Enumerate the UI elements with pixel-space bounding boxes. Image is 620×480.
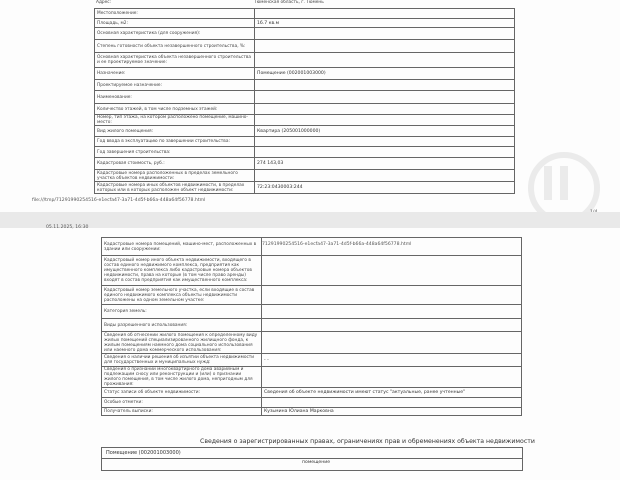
row-value bbox=[262, 388, 522, 398]
row-value bbox=[255, 147, 515, 158]
table-row bbox=[95, 158, 515, 170]
row-value bbox=[262, 367, 522, 388]
row-value bbox=[255, 104, 515, 115]
row-value-text: Кузьмина Юлиана Марковна bbox=[264, 409, 334, 414]
table-row bbox=[102, 398, 522, 408]
table-row bbox=[102, 286, 522, 305]
table-row bbox=[95, 91, 515, 104]
row-value bbox=[255, 9, 515, 19]
object-characteristics-table-1 bbox=[94, 8, 515, 194]
row-value-text: Квартира (205001000000) bbox=[257, 128, 321, 134]
table-row bbox=[102, 319, 522, 332]
document-page-1 bbox=[0, 0, 620, 212]
row-label: Кадастровый номер земельного участка, если входящие в состав единого недвижимого комплекса объекты недвижимости расположены на одном земельном участке: bbox=[102, 286, 262, 305]
table-row bbox=[95, 115, 515, 126]
table-row bbox=[102, 367, 522, 388]
row-label: Основная характеристика (для сооружения): bbox=[95, 28, 255, 40]
row-label: Год ввода в эксплуатацию по завершении строительства: bbox=[95, 137, 255, 147]
row-value bbox=[262, 286, 522, 305]
row-label: Местоположение: bbox=[95, 9, 255, 19]
row-label: Вид жилого помещения: bbox=[95, 126, 255, 137]
table-row bbox=[95, 40, 515, 53]
row-label: Количество этажей, в том числе подземных этажей: bbox=[95, 104, 255, 115]
row-value bbox=[255, 80, 515, 91]
row-label: Кадастровый номер иного объекта недвижимости, входящего в состав единого недвижимого комплекса, предприятия как имущественного комплекса либо кадастровые номера объектов недвижимости, права на которые (в том числе право аренды) входят в состав предприятия как имущественного комплекса: bbox=[102, 256, 262, 286]
row-value-text: Сведения об объекте недвижимости имеют статус "актуальные, ранее учтенные" bbox=[264, 390, 466, 395]
table-row bbox=[102, 238, 522, 256]
row-value bbox=[262, 354, 522, 367]
table-row bbox=[102, 408, 522, 416]
rights-object-value: помещение bbox=[302, 460, 331, 465]
table-row bbox=[102, 256, 522, 286]
row-label: Степень готовности объекта незавершенного строительства, %: bbox=[95, 40, 255, 53]
row-value-text: 16.7 кв.м bbox=[257, 20, 280, 26]
footer-url: file:///tmp/71291990254516-e1ecfa47-3a71-4d5f-b66a-448a64f56778.html bbox=[32, 198, 206, 203]
header-url: 71291990254516-e1ecfa47-3a71-4d5f-b66a-448a64f56778.html bbox=[262, 242, 412, 247]
rights-table bbox=[101, 447, 523, 471]
row-label: Кадастровые номера расположенных в пределах земельного участка объектов недвижимости: bbox=[95, 170, 255, 182]
row-label: Виды разрешенного использования: bbox=[102, 319, 262, 332]
rights-divider bbox=[102, 458, 522, 459]
table-row bbox=[102, 305, 522, 319]
row-value bbox=[255, 28, 515, 40]
row-label: Получатель выписки: bbox=[102, 408, 262, 416]
row-value bbox=[262, 398, 522, 408]
table-row bbox=[95, 53, 515, 68]
table-row bbox=[102, 332, 522, 354]
table-row bbox=[95, 80, 515, 91]
table-row bbox=[95, 68, 515, 80]
row-label: Основная характеристика объекта незавершенного строительства и ее проектируемое значение: bbox=[95, 53, 255, 68]
row-value bbox=[262, 408, 522, 416]
row-label: Кадастровые номера помещений, машино-мест, расположенных в здании или сооружении: bbox=[102, 238, 262, 256]
row-label: Категория земель: bbox=[102, 305, 262, 319]
row-label: Проектируемое назначение: bbox=[95, 80, 255, 91]
row-value bbox=[262, 305, 522, 319]
row-value bbox=[255, 40, 515, 53]
row-value bbox=[255, 115, 515, 126]
print-date: 05.11.2025, 16:30 bbox=[46, 225, 89, 230]
row-value bbox=[255, 19, 515, 28]
row-value-text: Помещение (002001003000) bbox=[257, 71, 326, 76]
rights-object-label: Помещение (002001003000) bbox=[106, 450, 181, 456]
row-value bbox=[255, 126, 515, 137]
table-row bbox=[102, 388, 522, 398]
table-row bbox=[102, 354, 522, 367]
row-value bbox=[262, 238, 522, 256]
row-value-text: 72:23:0430003:244 bbox=[257, 185, 303, 190]
table-row bbox=[95, 104, 515, 115]
row-label: Назначение: bbox=[95, 68, 255, 80]
table-row bbox=[95, 9, 515, 19]
object-characteristics-table-2 bbox=[101, 237, 522, 416]
row-value bbox=[255, 91, 515, 104]
table-row bbox=[95, 147, 515, 158]
row-value bbox=[262, 332, 522, 354]
watermark-bar-icon bbox=[544, 166, 552, 200]
row-label: Кадастровые номера иных объектов недвижимости, в пределах которых или в которых расположен объект недвижимости: bbox=[95, 182, 255, 194]
partial-value: Тюменская область, г. Тюмень bbox=[254, 0, 324, 5]
page-gap bbox=[0, 212, 620, 228]
table-row bbox=[95, 28, 515, 40]
row-label: Сведения о признании многоквартирного дома аварийным и подлежащим сносу или реконструкции и (или) о признании жилого помещения, в том числе жилого дома, непригодным для проживания: bbox=[102, 367, 262, 388]
watermark-bar-icon bbox=[560, 166, 568, 200]
row-label: Кадастровая стоимость, руб.: bbox=[95, 158, 255, 170]
table-row bbox=[95, 182, 515, 194]
row-value bbox=[255, 68, 515, 80]
table-row bbox=[95, 170, 515, 182]
row-label: Площадь, м2: bbox=[95, 19, 255, 28]
row-value bbox=[255, 53, 515, 68]
row-value bbox=[255, 158, 515, 170]
row-label: Сведения об отнесении жилого помещения к определенному виду жилых помещений специализированного жилищного фонда, к жилым помещениям наемного дома социального использования или наемного дома коммерческого использования: bbox=[102, 332, 262, 354]
rights-section-title: Сведения о зарегистрированных правах, ограничениях прав и обременениях объекта недвижимости bbox=[200, 438, 535, 445]
row-label: Особые отметки: bbox=[102, 398, 262, 408]
row-label: Номер, тип этажа, на котором расположено помещение, машино-место: bbox=[95, 115, 255, 126]
table-row bbox=[95, 126, 515, 137]
row-label: Сведения о наличии решения об изъятии объекта недвижимости для государственных и муниципальных нужд: bbox=[102, 354, 262, 367]
row-label: Год завершения строительства: bbox=[95, 147, 255, 158]
row-label: Статус записи об объекте недвижимости: bbox=[102, 388, 262, 398]
row-value bbox=[262, 319, 522, 332]
row-value-text: - - bbox=[264, 357, 269, 363]
row-value-text: 274 143,03 bbox=[257, 161, 284, 166]
partial-label: Адрес: bbox=[96, 0, 112, 5]
row-label: Наименование: bbox=[95, 91, 255, 104]
row-value bbox=[255, 137, 515, 147]
table-row bbox=[95, 19, 515, 28]
table-row bbox=[95, 137, 515, 147]
row-value bbox=[255, 182, 515, 194]
row-value bbox=[262, 256, 522, 286]
row-value bbox=[255, 170, 515, 182]
